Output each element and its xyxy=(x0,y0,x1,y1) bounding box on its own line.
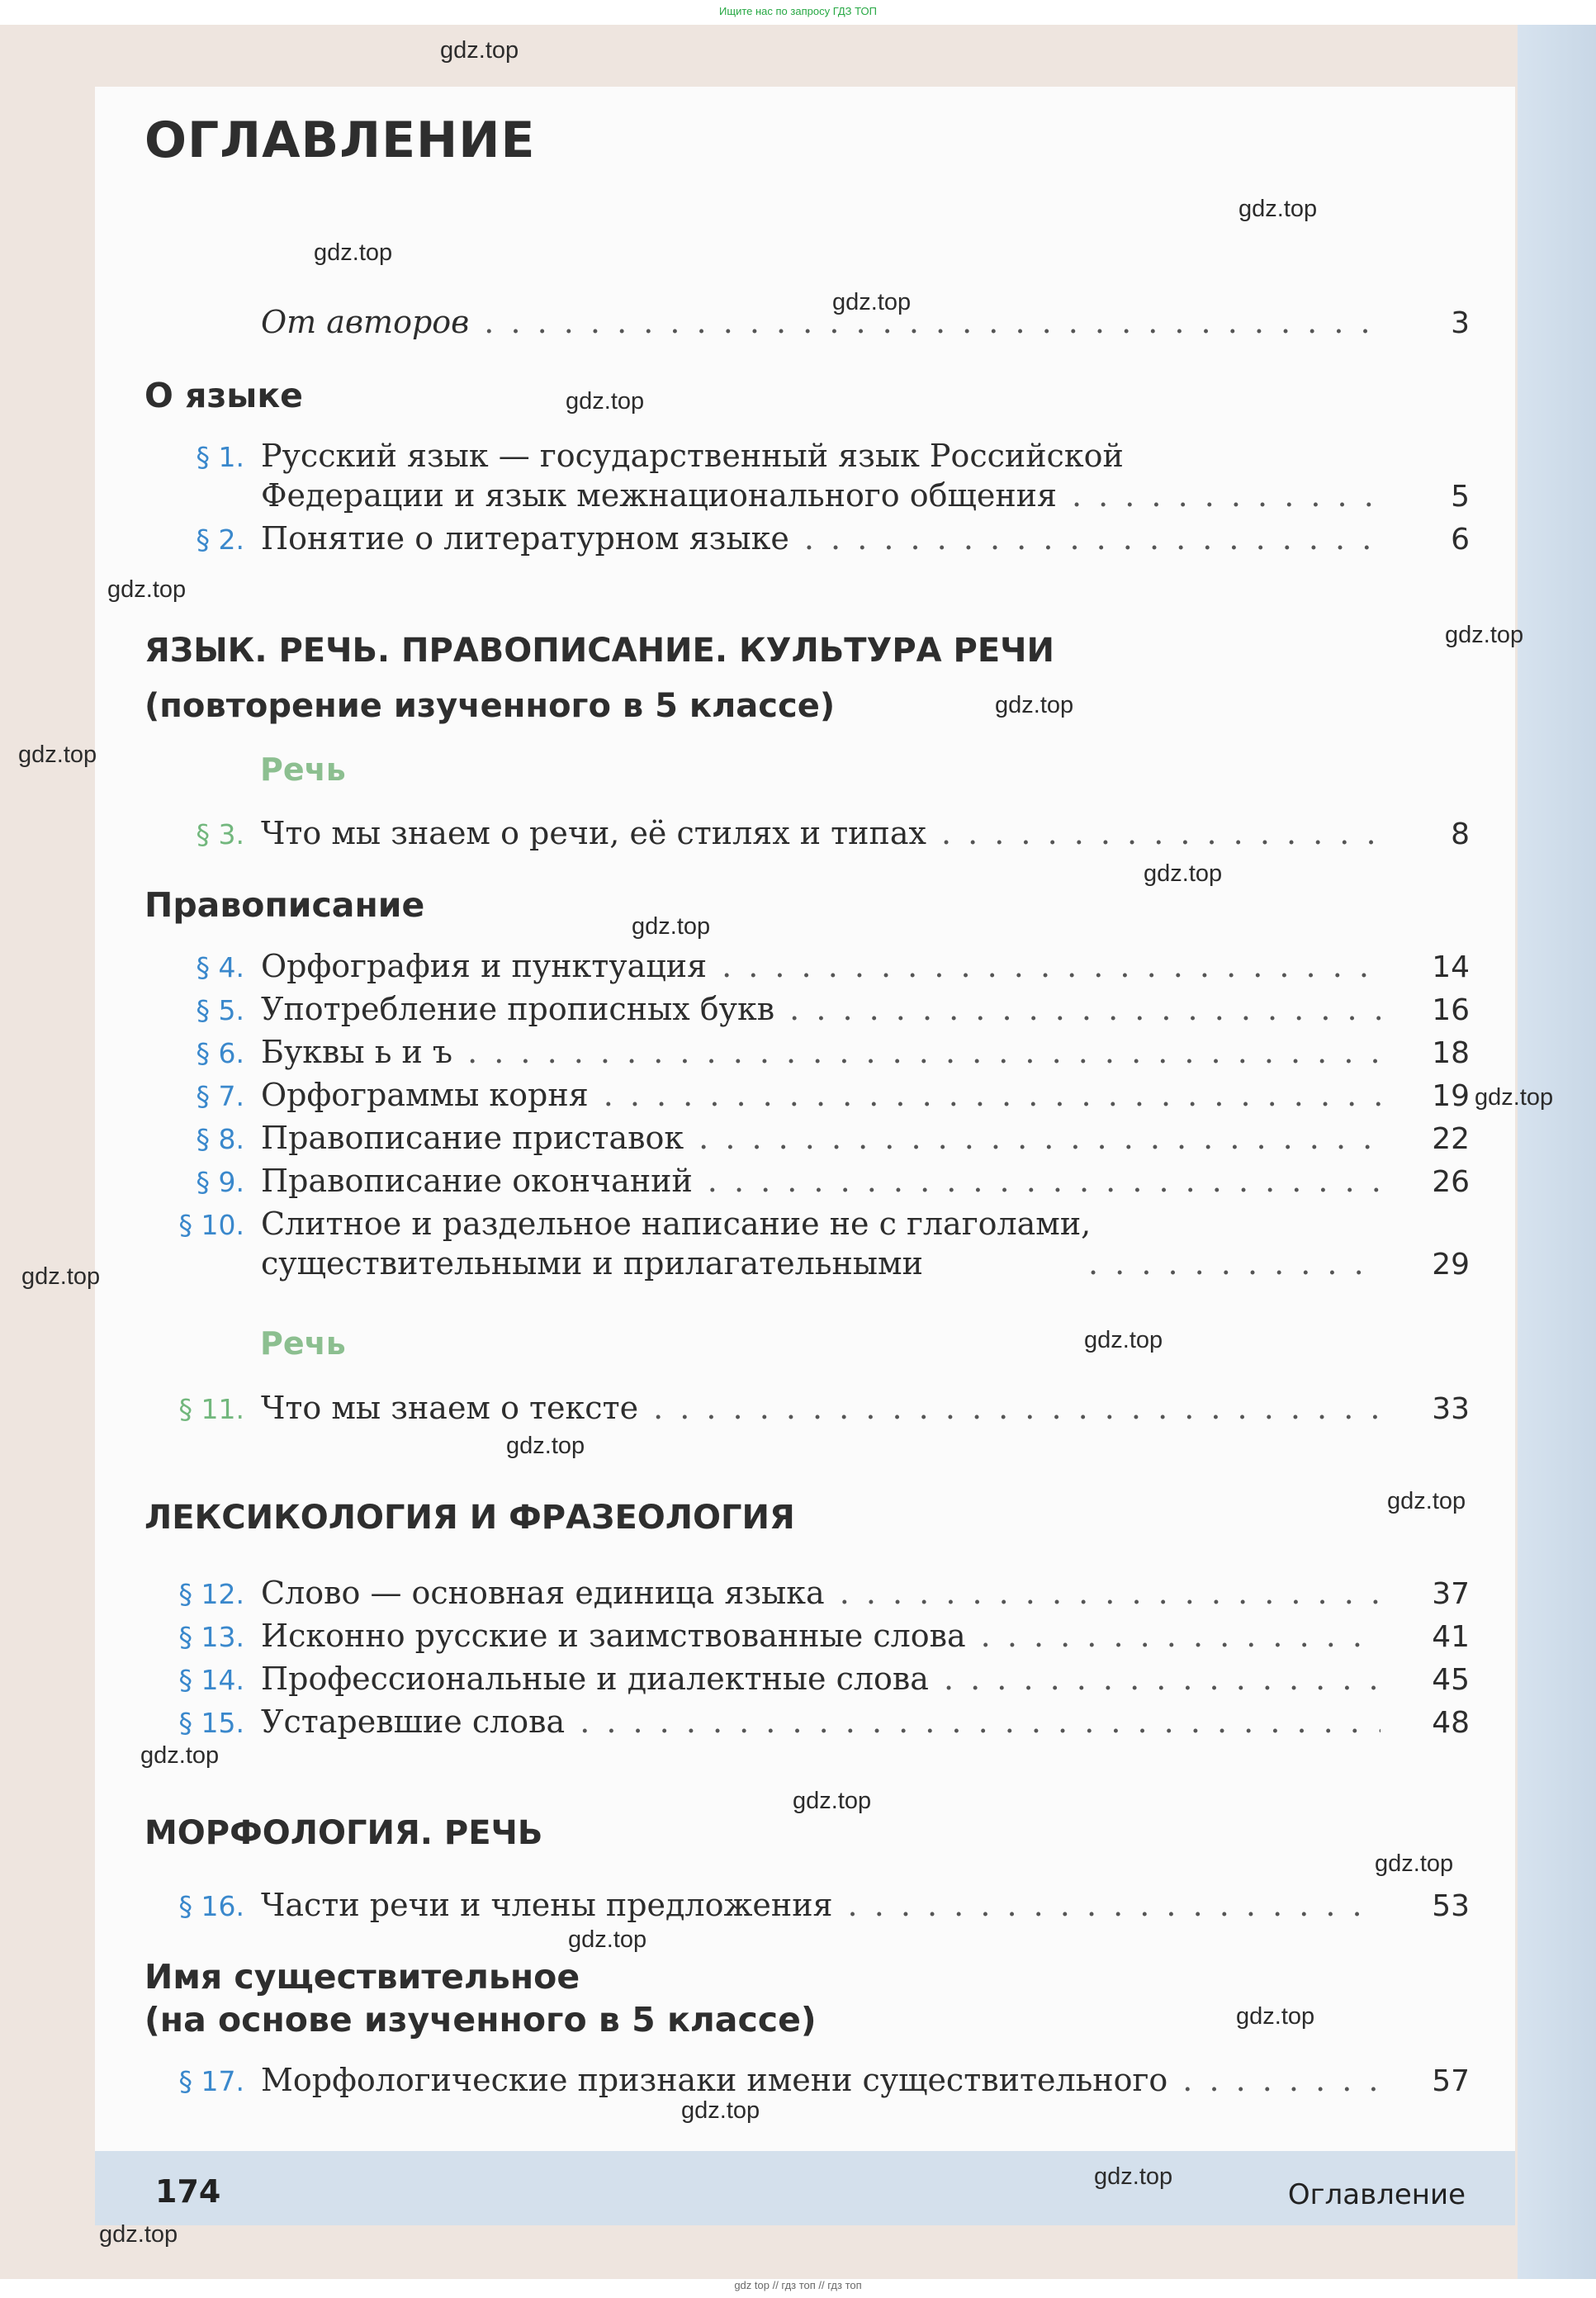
section-subheading-noun: (на основе изученного в 5 классе) xyxy=(144,2000,817,2040)
toc-entry-number: § 15. xyxy=(178,1707,244,1739)
toc-entry-number: § 10. xyxy=(178,1209,244,1241)
watermark: gdz.top xyxy=(18,742,97,768)
book-spine xyxy=(1518,25,1596,2279)
toc-entry-number: § 9. xyxy=(196,1166,244,1198)
dot-leader xyxy=(789,991,1381,1027)
toc-entry-number xyxy=(157,307,261,339)
toc-entry-page: 48 xyxy=(1432,1706,1470,1740)
toc-entry-title: Орфография и пунктуация xyxy=(261,948,708,984)
watermark: gdz.top xyxy=(1375,1850,1454,1877)
toc-entry-number: § 11. xyxy=(178,1393,244,1425)
green-heading-speech-1: Речь xyxy=(260,751,346,788)
dot-leader xyxy=(604,1077,1381,1113)
toc-entry-13[interactable] xyxy=(157,1618,1470,1654)
toc-entry-title: Слово — основная единица языка xyxy=(261,1575,825,1611)
toc-entry-4[interactable] xyxy=(157,948,1470,984)
bottom-note: gdz top // гдз топ // гдз топ xyxy=(734,2279,862,2291)
toc-entry-title: От авторов xyxy=(261,304,470,340)
watermark: gdz.top xyxy=(1084,1327,1163,1353)
toc-entry-9[interactable] xyxy=(157,1163,1470,1199)
toc-entry-page: 53 xyxy=(1432,1889,1470,1923)
page-title: ОГЛАВЛЕНИЕ xyxy=(144,111,536,169)
toc-entry-number: § 14. xyxy=(178,1664,244,1696)
toc-entry-page: 5 xyxy=(1451,480,1470,514)
footer-label: Оглавление xyxy=(1287,2178,1466,2211)
toc-entry-page: 37 xyxy=(1432,1577,1470,1611)
toc-entry-page: 16 xyxy=(1432,993,1470,1027)
watermark: gdz.top xyxy=(566,388,645,415)
watermark: gdz.top xyxy=(107,576,187,603)
watermark: gdz.top xyxy=(995,692,1074,718)
watermark: gdz.top xyxy=(793,1788,872,1814)
toc-entry-number: § 5. xyxy=(196,994,244,1026)
toc-entry-8[interactable] xyxy=(157,1120,1470,1156)
dot-leader xyxy=(1088,1245,1381,1282)
toc-entry-title: Профессиональные и диалектные слова xyxy=(261,1661,929,1697)
toc-entry-page: 22 xyxy=(1432,1122,1470,1156)
dot-leader xyxy=(941,815,1381,851)
toc-entry-title: Части речи и члены предложения xyxy=(261,1887,833,1923)
toc-entry-title: Морфологические признаки имени существительного xyxy=(261,2062,1168,2098)
watermark: gdz.top xyxy=(681,2097,760,2124)
toc-entry-7[interactable] xyxy=(157,1077,1470,1113)
dot-leader xyxy=(804,520,1381,557)
toc-entry-17[interactable] xyxy=(157,2062,1470,2098)
watermark: gdz.top xyxy=(1475,1084,1554,1111)
toc-entry-title: Правописание приставок xyxy=(261,1120,684,1156)
toc-entry-page: 57 xyxy=(1432,2064,1470,2098)
toc-entry-title: Федерации и язык межнационального общения xyxy=(261,477,1057,514)
toc-entry-2[interactable] xyxy=(157,520,1470,557)
toc-entry-title: Употребление прописных букв xyxy=(261,991,775,1027)
toc-entry-page: 29 xyxy=(1432,1248,1470,1282)
toc-entry-number: § 17. xyxy=(178,2065,244,2097)
toc-entry-15[interactable] xyxy=(157,1703,1470,1740)
toc-entry-title: существительными и прилагательными xyxy=(261,1245,923,1282)
toc-entry-page: 18 xyxy=(1432,1036,1470,1070)
toc-entry-number: § 2. xyxy=(196,524,244,556)
toc-entry-10-line1[interactable] xyxy=(157,1206,1470,1242)
toc-entry-number: § 7. xyxy=(196,1080,244,1112)
toc-entry-title: Что мы знаем о тексте xyxy=(261,1390,639,1426)
section-heading-lexicology: ЛЕКСИКОЛОГИЯ И ФРАЗЕОЛОГИЯ xyxy=(144,1499,795,1537)
watermark: gdz.top xyxy=(1144,860,1223,887)
toc-entry-number: § 3. xyxy=(196,818,244,850)
watermark: gdz.top xyxy=(314,239,393,266)
toc-entry-title: Буквы ь и ъ xyxy=(261,1034,453,1070)
watermark: gdz.top xyxy=(1238,196,1318,222)
toc-entry-title: Понятие о литературном языке xyxy=(261,520,789,557)
dot-leader xyxy=(1072,477,1381,514)
watermark: gdz.top xyxy=(506,1433,585,1459)
watermark: gdz.top xyxy=(99,2221,178,2248)
toc-entry-page: 6 xyxy=(1451,523,1470,557)
toc-entry-number: § 16. xyxy=(178,1890,244,1922)
dot-leader xyxy=(467,1034,1381,1070)
watermark: gdz.top xyxy=(140,1742,220,1769)
dot-leader xyxy=(840,1575,1381,1611)
toc-entry-number: § 13. xyxy=(178,1621,244,1653)
toc-entry-page: 41 xyxy=(1432,1620,1470,1654)
dot-leader xyxy=(1182,2062,1381,2098)
toc-entry-6[interactable] xyxy=(157,1034,1470,1070)
watermark: gdz.top xyxy=(1236,2003,1315,2030)
dot-leader xyxy=(580,1703,1381,1740)
toc-entry-line1: Русский язык — государственный язык Российской xyxy=(261,438,1124,474)
dot-leader xyxy=(699,1120,1381,1156)
toc-entry-number: § 4. xyxy=(196,951,244,983)
toc-entry-page: 14 xyxy=(1432,950,1470,984)
dot-leader xyxy=(944,1661,1381,1697)
section-heading-spelling: Правописание xyxy=(144,885,425,925)
section-subheading-language-speech: (повторение изученного в 5 классе) xyxy=(144,687,836,725)
dot-leader xyxy=(848,1887,1381,1923)
dot-leader xyxy=(484,304,1381,340)
dot-leader xyxy=(708,1163,1381,1199)
watermark: gdz.top xyxy=(1445,622,1524,648)
toc-entry-number: § 6. xyxy=(196,1037,244,1069)
toc-entry-number: § 8. xyxy=(196,1123,244,1155)
footer-page-number: 174 xyxy=(155,2173,221,2210)
watermark: gdz.top xyxy=(440,37,519,64)
top-note[interactable]: Ищите нас по запросу ГДЗ ТОП xyxy=(719,5,877,17)
watermark: gdz.top xyxy=(632,913,711,940)
dot-leader xyxy=(981,1618,1381,1654)
toc-entry-number: § 1. xyxy=(196,441,244,473)
watermark: gdz.top xyxy=(21,1263,101,1290)
toc-entry-3[interactable] xyxy=(157,815,1470,851)
toc-entry-number: § 12. xyxy=(178,1578,244,1610)
section-heading-morphology: МОРФОЛОГИЯ. РЕЧЬ xyxy=(144,1814,543,1852)
toc-entry-5[interactable] xyxy=(157,991,1470,1027)
toc-entry-line1: Слитное и раздельное написание не с глаголами, xyxy=(261,1206,1092,1242)
dot-leader xyxy=(722,948,1381,984)
toc-entry-11[interactable] xyxy=(157,1390,1470,1426)
dot-leader xyxy=(653,1390,1381,1426)
watermark: gdz.top xyxy=(1387,1488,1466,1514)
watermark: gdz.top xyxy=(568,1926,647,1953)
toc-entry-title: Правописание окончаний xyxy=(261,1163,693,1199)
green-heading-speech-2: Речь xyxy=(260,1325,346,1362)
toc-entry-title: Орфограммы корня xyxy=(261,1077,589,1113)
toc-entry-title: Что мы знаем о речи, её стилях и типах xyxy=(261,815,926,851)
toc-entry-title: Исконно русские и заимствованные слова xyxy=(261,1618,966,1654)
section-heading-about-language: О языке xyxy=(144,376,303,415)
toc-entry-16[interactable] xyxy=(157,1887,1470,1923)
watermark: gdz.top xyxy=(1094,2163,1173,2190)
watermark: gdz.top xyxy=(832,289,912,315)
toc-entry-12[interactable] xyxy=(157,1575,1470,1611)
toc-entry-page: 45 xyxy=(1432,1663,1470,1697)
toc-entry-page: 26 xyxy=(1432,1165,1470,1199)
toc-entry-10[interactable] xyxy=(261,1245,923,1282)
toc-entry-title: Устаревшие слова xyxy=(261,1703,566,1740)
toc-entry-page: 19 xyxy=(1432,1079,1470,1113)
section-heading-language-speech: ЯЗЫК. РЕЧЬ. ПРАВОПИСАНИЕ. КУЛЬТУРА РЕЧИ xyxy=(144,632,1054,670)
toc-entry-page: 33 xyxy=(1432,1392,1470,1426)
toc-entry-page: 8 xyxy=(1451,817,1470,851)
toc-entry-10-leader xyxy=(1073,1245,1470,1282)
toc-entry-14[interactable] xyxy=(157,1661,1470,1697)
toc-entry-intro[interactable] xyxy=(157,304,1470,340)
section-heading-noun: Имя существительное xyxy=(144,1957,580,1997)
toc-entry-page: 3 xyxy=(1451,306,1470,340)
